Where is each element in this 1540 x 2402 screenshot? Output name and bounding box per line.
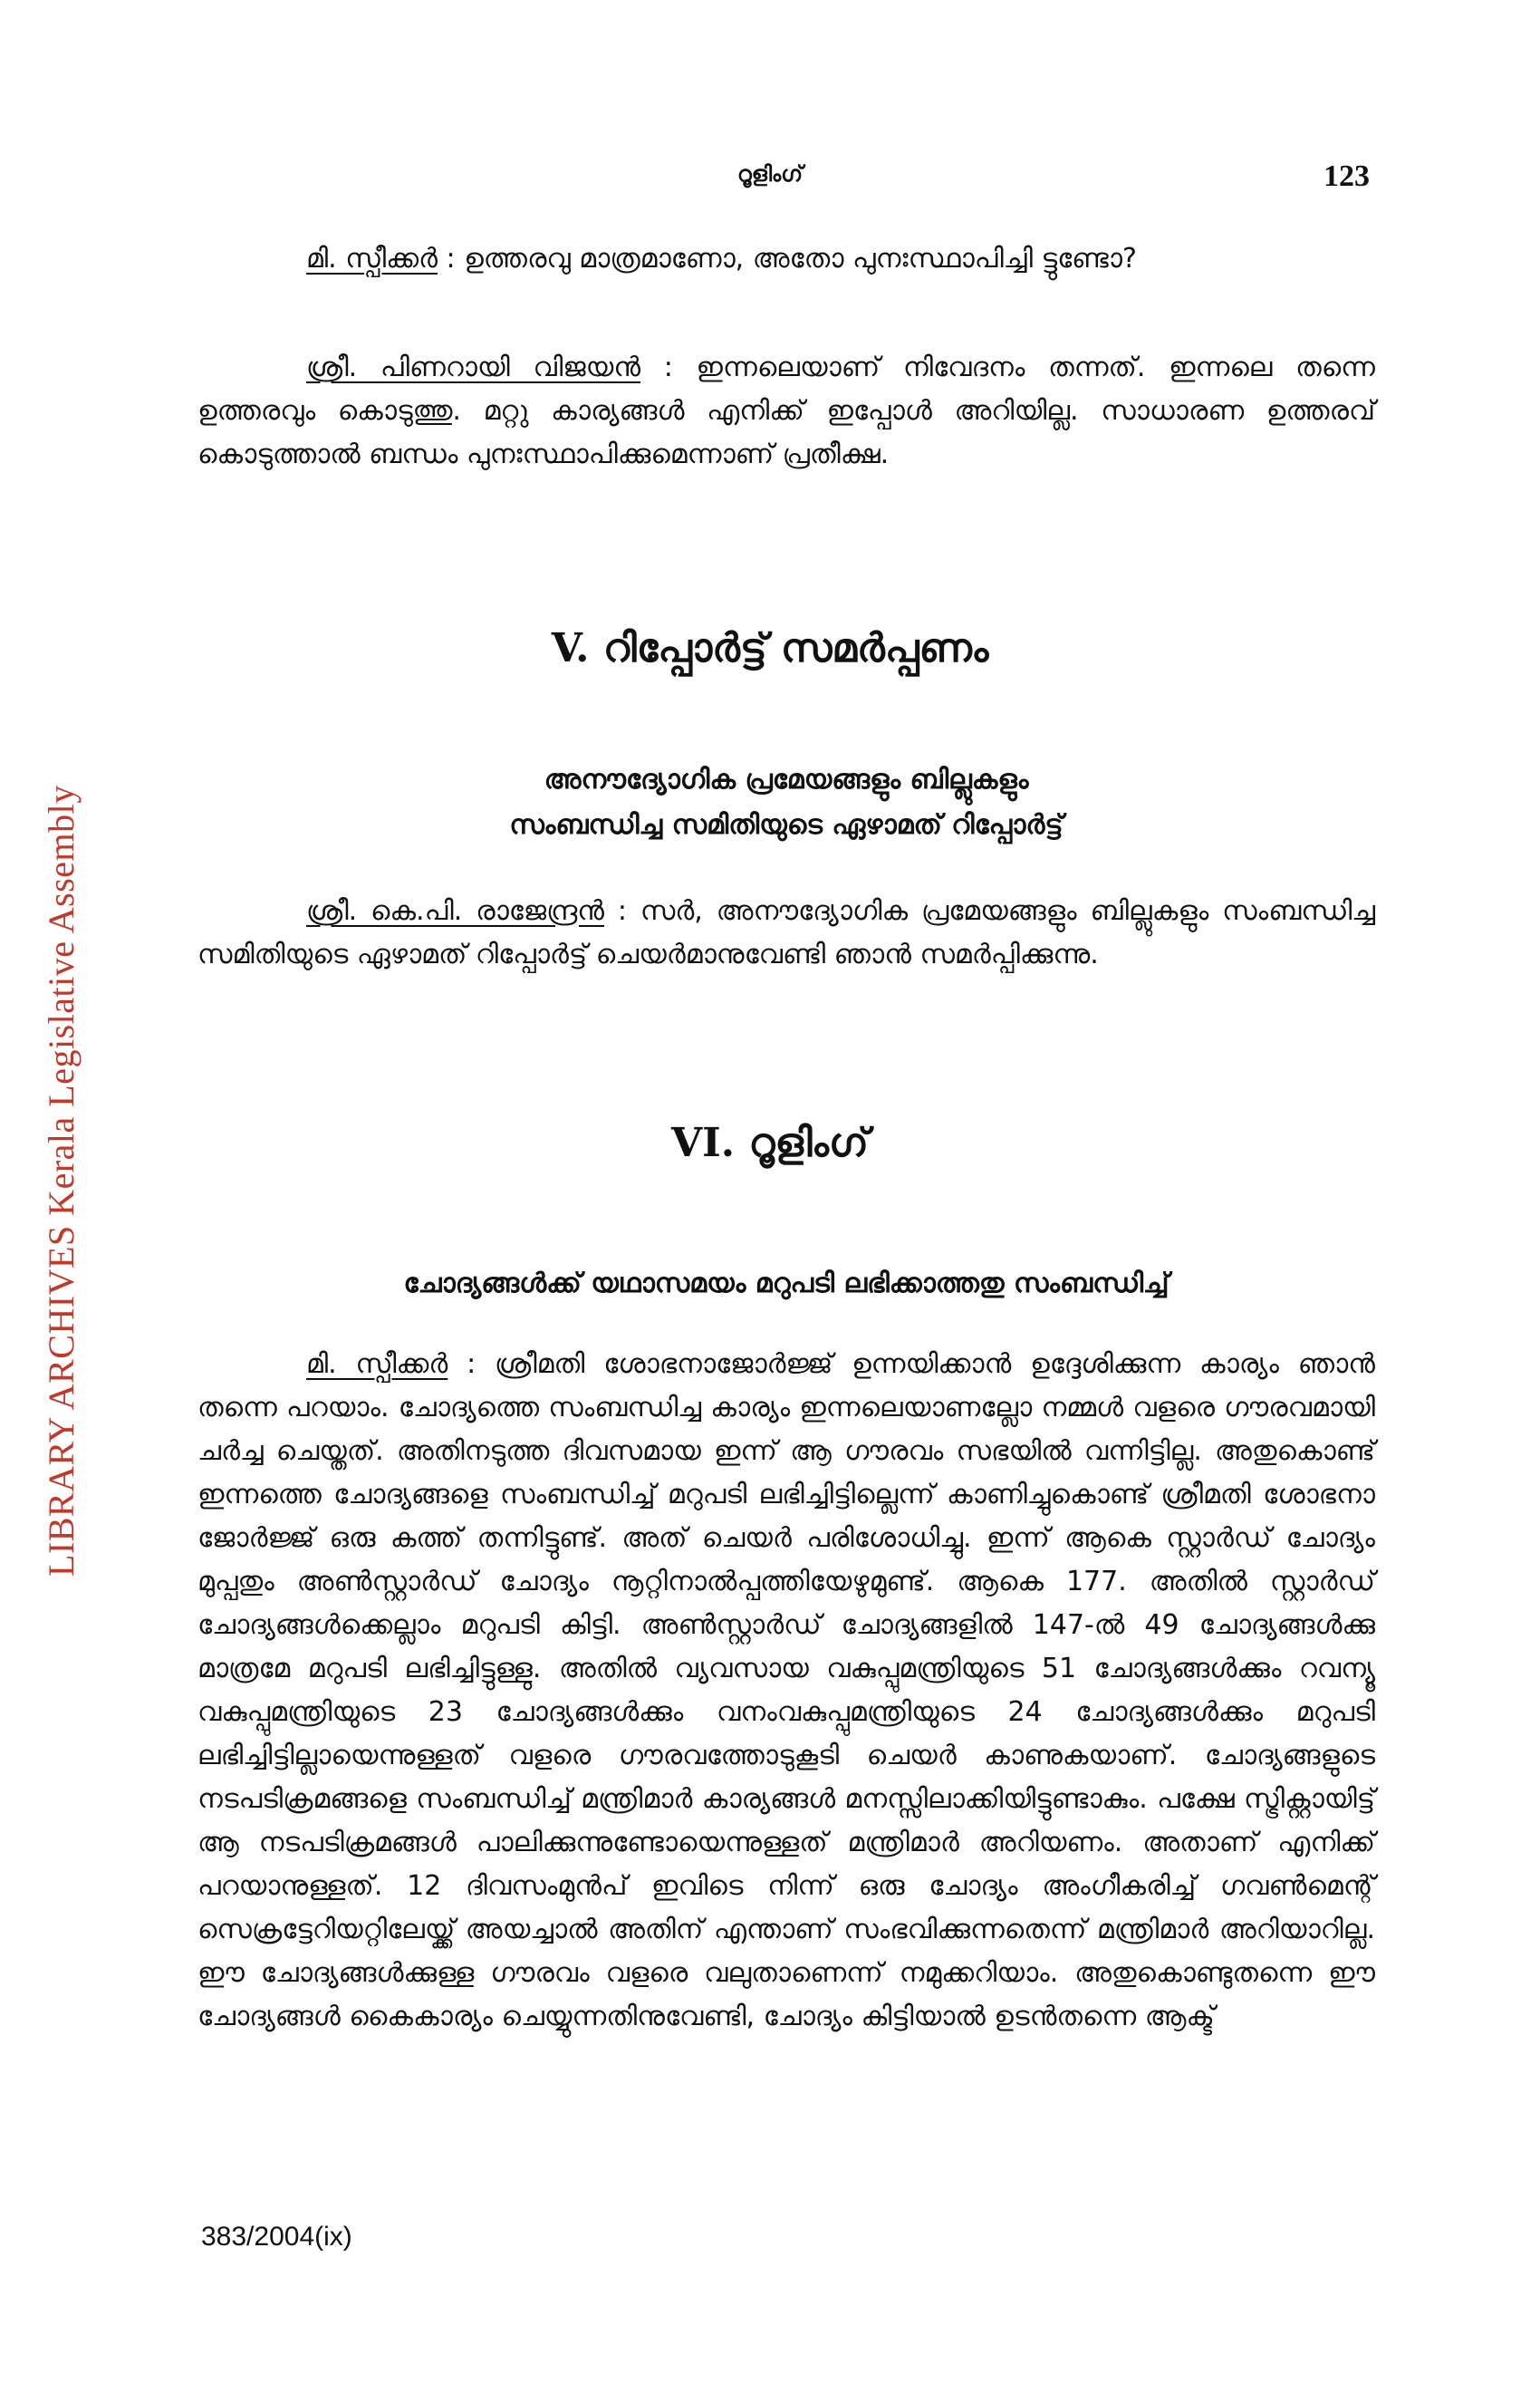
- document-code: 383/2004(ix): [201, 2222, 352, 2252]
- section-v-subheading: [197, 757, 1375, 848]
- page-number: 123: [1323, 159, 1370, 193]
- speaker-name: ശ്രീ. പിണറായി വിജയൻ: [306, 352, 641, 383]
- paragraph-pinarayi-reply: [197, 346, 1375, 477]
- section-vi-subheading: ചോദ്യങ്ങൾക്ക് യഥാസമയം മറുപടി ലഭിക്കാത്തതു സംബന്ധിച്ച്: [403, 1268, 1169, 1299]
- subheading-line-1: അനൗദ്യോഗിക പ്രമേയങ്ങളും ബില്ലുകളും: [544, 764, 1029, 796]
- subheading-line-2: സംബന്ധിച്ച സമിതിയുടെ ഏഴാമത് റിപ്പോർട്ട്: [509, 809, 1064, 841]
- speaker-name: മി. സ്പീക്കർ: [306, 243, 438, 275]
- speaker-name: മി. സ്പീക്കർ: [306, 1348, 448, 1380]
- paragraph-text: : ശ്രീമതി ശോഭനാജോർജ്ജ് ഉന്നയിക്കാൻ ഉദ്ദേശിക്കുന്ന കാര്യം ഞാൻ തന്നെ പറയാം. ചോദ്യത്തെ സംബന്ധിച്ച കാര്യം ഇന്നലെയാണല്ലോ നമ്മൾ വളരെ ഗൗരവമായി ചർച്ച ചെയ്തത്. അതിനടുത്ത ദിവസമായ ഇന്ന് ആ ഗൗരവം സഭയിൽ വന്നിട്ടില്ല. അതുകൊണ്ട് ഇന്നത്തെ ചോദ്യങ്ങളെ സംബന്ധിച്ച് മറുപടി ലഭിച്ചിട്ടില്ലെന്ന് കാണിച്ചുകൊണ്ട് ശ്രീമതി ശോഭനാ ജോർജ്ജ് ഒരു കത്ത് തന്നിട്ടുണ്ട്. അത് ചെയർ പരിശോധിച്ചു. ഇന്ന് ആകെ സ്റ്റാർഡ് ചോദ്യം മുപ്പതും അൺസ്റ്റാർഡ് ചോദ്യം നൂറ്റിനാൽപ്പത്തിയേഴുമുണ്ട്. ആകെ 177. അതിൽ സ്റ്റാർഡ് ചോദ്യങ്ങൾക്കെല്ലാം മറുപടി കിട്ടി. അൺസ്റ്റാർഡ് ചോദ്യങ്ങളിൽ 147-ൽ 49 ചോദ്യങ്ങൾക്കു മാത്രമേ മറുപടി ലഭിച്ചിട്ടുള്ളു. അതിൽ വ്യവസായ വകുപ്പുമന്ത്രിയുടെ 51 ചോദ്യങ്ങൾക്കും റവന്യൂ വകുപ്പുമന്ത്രിയുടെ 23 ചോദ്യങ്ങൾക്കും വനംവകുപ്പുമന്ത്രിയുടെ 24 ചോദ്യങ്ങൾക്കും മറുപടി ലഭിച്ചിട്ടില്ലായെന്നുള്ളത് വളരെ ഗൗരവത്തോടുകൂടി ചെയർ കാണുകയാണ്. ചോദ്യങ്ങളുടെ നടപടിക്രമങ്ങളെ സംബന്ധിച്ച് മന്ത്രിമാർ കാര്യങ്ങൾ മനസ്സിലാക്കിയിട്ടുണ്ടാകും. പക്ഷേ സ്ട്രിക്റ്റായിട്ട് ആ നടപടിക്രമങ്ങൾ പാലിക്കുന്നുണ്ടോയെന്നുള്ളത് മന്ത്രിമാർ അറിയണം. അതാണ് എനിക്ക് പറയാനുള്ളത്. 12 ദിവസംമുൻപ് ഇവിടെ നിന്ന് ഒരു ചോദ്യം അംഗീകരിച്ച് ഗവൺമെന്റ് സെക്രട്ടേറിയറ്റിലേയ്ക്ക് അയച്ചാൽ അതിന് എന്താണ് സംഭവിക്കുന്നതെന്ന് മന്ത്രിമാർ അറിയാറില്ല. ഈ ചോദ്യങ്ങൾക്കുള്ള ഗൗരവം വളരെ വലുതാണെന്ന് നമുക്കറിയാം. അതുകൊണ്ടുതന്നെ ഈ ചോദ്യങ്ങൾ കൈകാര്യം ചെയ്യുന്നതിനുവേണ്ടി, ചോദ്യം കിട്ടിയാൽ ഉടൻതന്നെ ആക്ട്: [197, 1348, 1376, 2032]
- section-v-heading: V. റിപ്പോർട്ട് സമർപ്പണം: [551, 625, 989, 671]
- paragraph-text: : ഉത്തരവു മാത്രമാണോ, അതോ പുനഃസ്ഥാപിച്ചി ട്ടുണ്ടോ?: [438, 243, 1137, 275]
- section-vi-heading: VI. റൂളിംഗ്: [671, 1120, 869, 1166]
- paragraph-ruling: [197, 1343, 1375, 2039]
- paragraph-speaker-query: [197, 237, 1375, 281]
- paragraph-text: : ഇന്നലെയാണ് നിവേദനം തന്നത്. ഇന്നലെ തന്നെ ഉത്തരവും കൊടുത്തു. മറ്റു കാര്യങ്ങൾ എനിക്ക് ഇപ്പോൾ അറിയില്ല. സാധാരണ ഉത്തരവ് കൊടുത്താൽ ബന്ധം പുനഃസ്ഥാപിക്കുമെന്നാണ് പ്രതീക്ഷ.: [197, 352, 1375, 470]
- speaker-name: ശ്രീ. കെ.പി. രാജേന്ദ്രൻ: [306, 895, 605, 927]
- running-head: റൂളിംഗ്: [736, 161, 804, 187]
- library-archives-watermark: LIBRARY ARCHIVES Kerala Legislative Assembly: [41, 785, 82, 1577]
- paragraph-report-submission: [197, 890, 1375, 977]
- paragraph-text: : സർ, അനൗദ്യോഗിക പ്രമേയങ്ങളും ബില്ലുകളും സംബന്ധിച്ച സമിതിയുടെ ഏഴാമത് റിപ്പോർട്ട് ചെയർമാനുവേണ്ടി ഞാൻ സമർപ്പിക്കുന്നു.: [197, 895, 1376, 970]
